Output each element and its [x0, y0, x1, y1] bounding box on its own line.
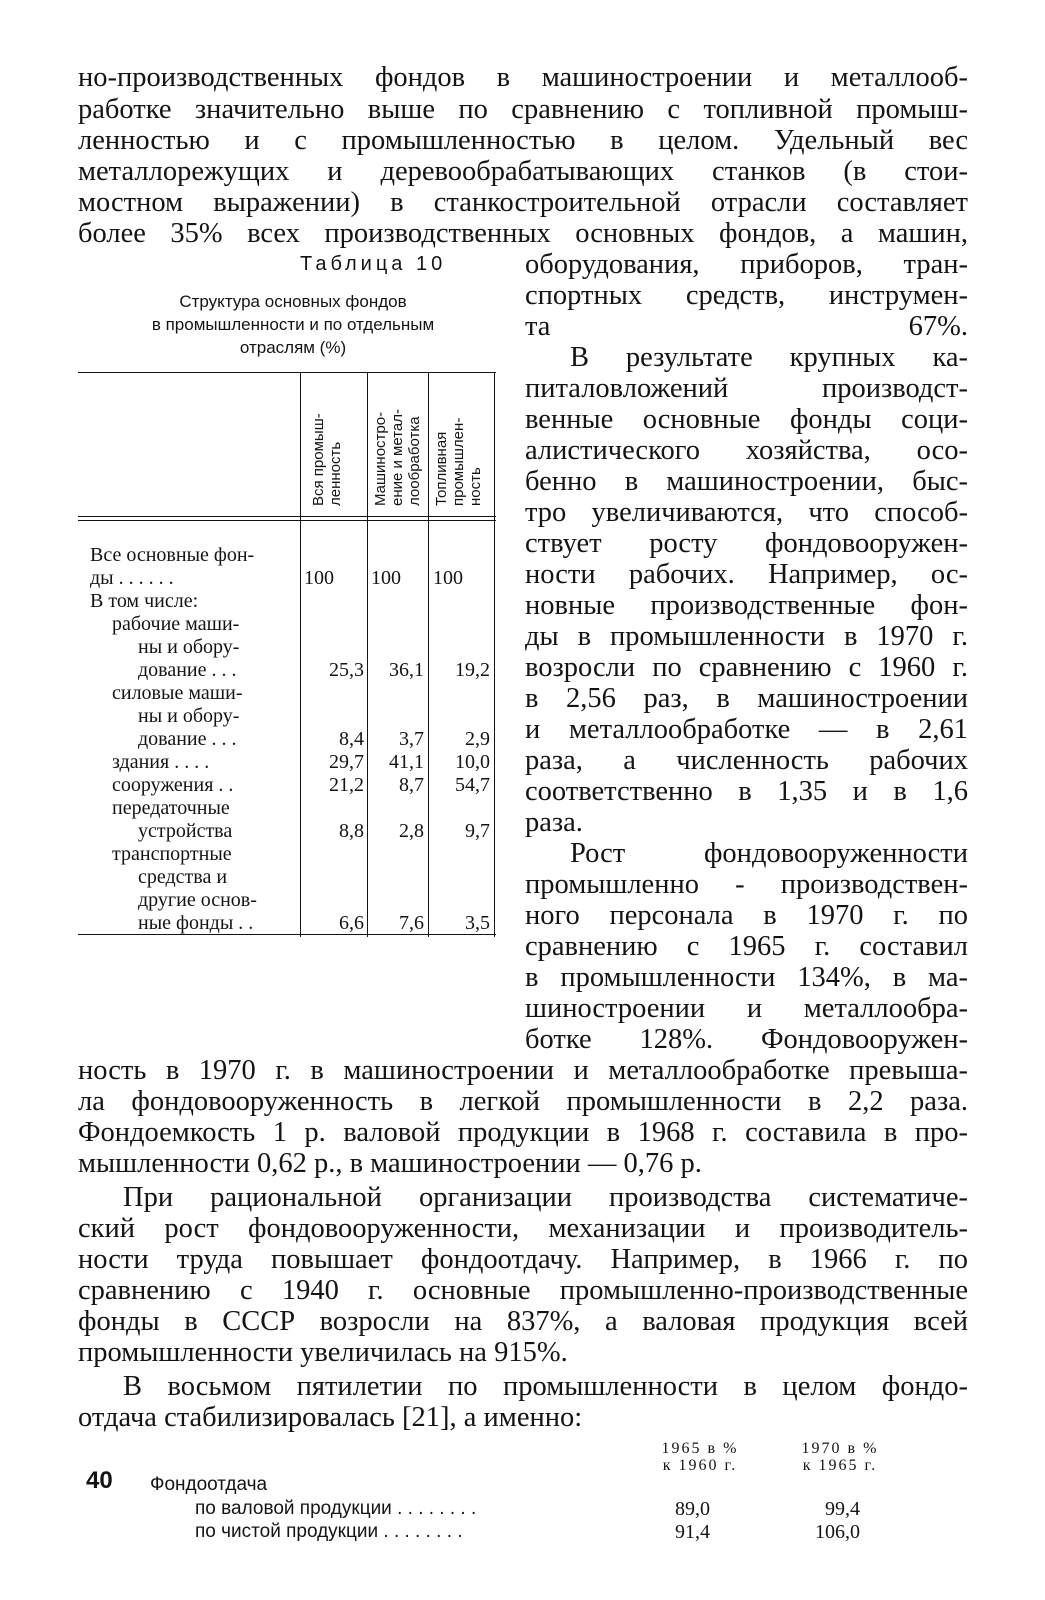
- row-label: сооружения . .: [112, 774, 234, 796]
- table-cell: 100: [433, 567, 463, 589]
- text-line: В восьмом пятилетии по промышленности в целом фондо-: [123, 1371, 968, 1402]
- text-line: раза, а численность рабочих: [525, 745, 968, 776]
- table-cell: 29,7: [329, 751, 364, 773]
- text-line: более 35% всех производственных основных фондов, а машин,: [78, 218, 968, 249]
- text-line: питаловложений производст-: [525, 373, 968, 404]
- text-line: и металлообработке — в 2,61: [525, 714, 968, 745]
- row-label: ны и обору-: [138, 636, 240, 658]
- table-divider: [494, 372, 495, 937]
- table-divider: [300, 372, 301, 937]
- text-line: ность в 1970 г. в машиностроении и металлообработке превыша-: [78, 1055, 968, 1086]
- fo-value: 89,0: [675, 1498, 710, 1520]
- row-label: средства и: [138, 866, 228, 888]
- table-cell: 3,5: [465, 912, 490, 934]
- text-line: венные основные фонды соци-: [525, 404, 968, 435]
- text-line: промышленности увеличилась на 915%.: [78, 1337, 568, 1368]
- fo-title: Фондоотдача: [150, 1474, 268, 1495]
- text-line: новные производственные фон-: [525, 590, 968, 621]
- fo-row-label: по чистой продукции . . . . . . . .: [195, 1521, 463, 1542]
- row-label: передаточные: [112, 797, 230, 819]
- table-cell: 9,7: [465, 820, 490, 842]
- text-line: ного персонала в 1970 г. по: [525, 900, 968, 931]
- text-line: тро увеличиваются, что способ-: [525, 497, 968, 528]
- table-cell: 7,6: [399, 912, 424, 934]
- table-cell: 36,1: [389, 659, 424, 681]
- table-caption-line: в промышленности и по отдельным: [151, 315, 435, 334]
- table-caption-line: отраслям (%): [239, 338, 347, 357]
- text-line: промышленно - производствен-: [525, 869, 968, 900]
- structure-table: [78, 372, 496, 937]
- row-label: Все основные фон-: [90, 544, 255, 566]
- text-line: работке значительно выше по сравнению с топливной промыш-: [78, 94, 968, 125]
- text-line: ский рост фондовооруженности, механизации и производитель-: [78, 1213, 968, 1244]
- table-cell: 100: [304, 567, 334, 589]
- text-line: в 2,56 раз, в машиностроении: [525, 683, 968, 714]
- row-label: транспортные: [112, 843, 232, 865]
- table-rule: [78, 516, 496, 517]
- table-cell: 3,7: [399, 728, 424, 750]
- fo-value: 106,0: [815, 1521, 860, 1543]
- text-line: оборудования, приборов, тран-: [525, 249, 968, 280]
- table-cell: 8,4: [339, 728, 364, 750]
- text-line: та 67%.: [525, 311, 968, 342]
- text-line: но-производственных фондов в машиностроении и металлооб-: [78, 62, 968, 93]
- text-line: ленностью и с промышленностью в целом. Удельный вес: [78, 125, 968, 156]
- text-line: металлорежущих и деревообрабатывающих станков (в стои-: [78, 156, 968, 187]
- text-line: сравнению с 1965 г. составил: [525, 931, 968, 962]
- text-line: раза.: [525, 807, 583, 838]
- table-caption-line: Структура основных фондов: [179, 292, 407, 311]
- fo-value: 99,4: [825, 1498, 860, 1520]
- text-line: При рациональной организации производства систематиче-: [123, 1182, 968, 1213]
- table-cell: 2,9: [465, 728, 490, 750]
- text-line: Фондоемкость 1 р. валовой продукции в 1968 г. составила в про-: [78, 1117, 968, 1148]
- text-line: спортных средств, инструмен-: [525, 280, 968, 311]
- fo-row-label: по валовой продукции . . . . . . . .: [195, 1498, 477, 1519]
- table-cell: 25,3: [329, 659, 364, 681]
- text-line: мышленности 0,62 р., в машиностроении — 0,76 р.: [78, 1148, 702, 1179]
- table-cell: 21,2: [329, 774, 364, 796]
- header-fuel-industry: Топливная промышлен- ность: [433, 417, 484, 506]
- text-line: ствует росту фондовооружен-: [525, 528, 968, 559]
- text-line: ботке 128%. Фондовооружен-: [525, 1024, 968, 1055]
- header-machine-building: Машинострo- ение и метал- лообработка: [372, 408, 423, 506]
- fo-col2-header: 1970 в % к 1965 г.: [801, 1440, 879, 1474]
- row-label: силовые маши-: [112, 682, 243, 704]
- table-cell: 41,1: [389, 751, 424, 773]
- row-label: В том числе:: [90, 590, 199, 612]
- row-label: ны и обору-: [138, 705, 240, 727]
- table-cell: 54,7: [455, 774, 490, 796]
- text-line: шиностроении и металлообра-: [525, 993, 968, 1024]
- row-label: устройства: [138, 820, 233, 842]
- header-all-industry: Вся промыш- ленность: [310, 413, 344, 506]
- table-cell: 2,8: [399, 820, 424, 842]
- table-divider: [428, 372, 429, 937]
- text-line: В результате крупных ка-: [570, 342, 968, 373]
- text-line: возросли по сравнению с 1960 г.: [525, 652, 968, 683]
- table-cell: 100: [371, 567, 401, 589]
- text-line: отдача стабилизировалась [21], а именно:: [78, 1402, 583, 1433]
- table-cell: 6,6: [339, 912, 364, 934]
- text-line: соответственно в 1,35 и в 1,6: [525, 776, 968, 807]
- table-label: Таблица 10: [300, 253, 447, 275]
- text-line: бенно в машиностроении, быс-: [525, 466, 968, 497]
- text-line: фонды в СССР возросли на 837%, а валовая продукция всей: [78, 1306, 968, 1337]
- table-rule: [78, 372, 496, 373]
- row-label: рабочие маши-: [112, 613, 240, 635]
- page-number: 40: [86, 1467, 113, 1494]
- table-cell: 8,8: [339, 820, 364, 842]
- table-rule: [78, 520, 496, 521]
- text-line: ла фондовооруженность в легкой промышленности в 2,2 раза.: [78, 1086, 968, 1117]
- row-label: другие основ-: [138, 889, 257, 911]
- row-label: ды . . . . . .: [90, 567, 174, 589]
- text-line: ности рабочих. Например, ос-: [525, 559, 968, 590]
- text-line: мостном выражении) в станкостроительной отрасли составляет: [78, 187, 968, 218]
- fo-col1-header: 1965 в % к 1960 г.: [661, 1440, 739, 1474]
- row-label: ные фонды . .: [138, 912, 254, 934]
- table-divider: [367, 372, 368, 937]
- text-line: алистического хозяйства, осо-: [525, 435, 968, 466]
- table-cell: 19,2: [455, 659, 490, 681]
- row-label: здания . . . .: [112, 751, 210, 773]
- text-line: сравнению с 1940 г. основные промышленно-производственные: [78, 1275, 968, 1306]
- table-cell: 10,0: [455, 751, 490, 773]
- text-line: в промышленности 134%, в ма-: [525, 962, 968, 993]
- row-label: дование . . .: [138, 659, 237, 681]
- row-label: дование . . .: [138, 728, 237, 750]
- fo-value: 91,4: [675, 1521, 710, 1543]
- text-line: Рост фондовооруженности: [570, 838, 968, 869]
- text-line: ды в промышленности в 1970 г.: [525, 621, 968, 652]
- text-line: ности труда повышает фондоотдачу. Например, в 1966 г. по: [78, 1244, 968, 1275]
- table-cell: 8,7: [399, 774, 424, 796]
